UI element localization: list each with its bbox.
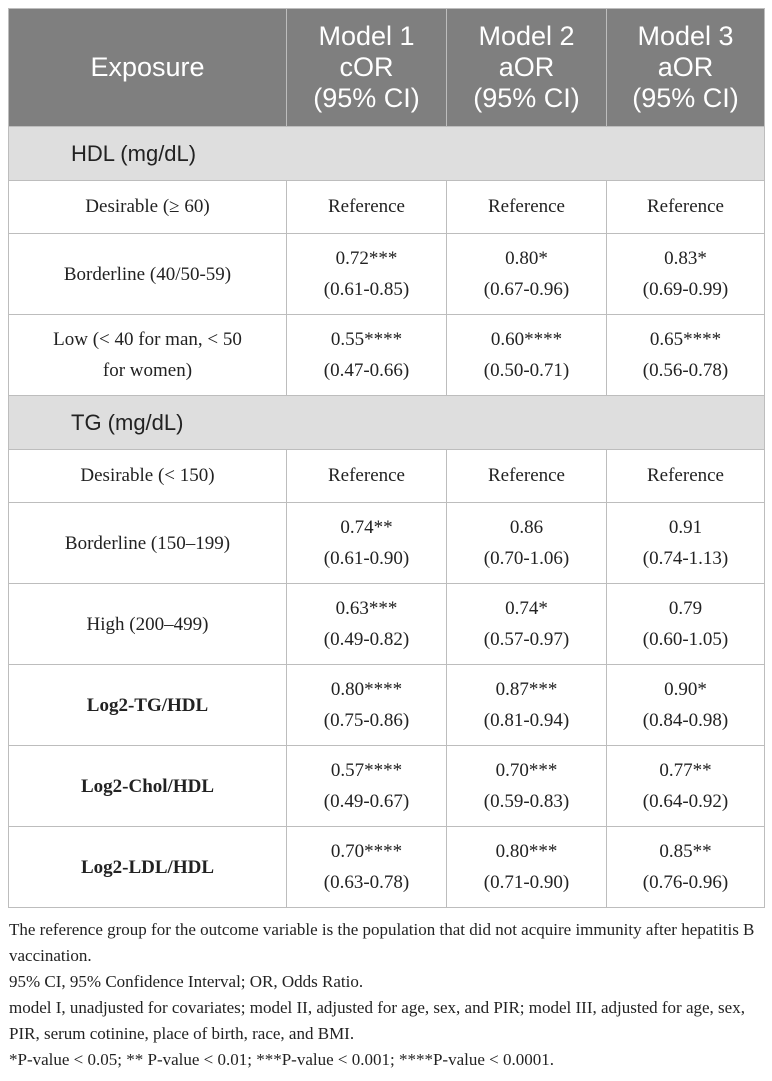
model-3-cell	[607, 315, 765, 396]
odds-ratio: 0.55****	[330, 329, 403, 350]
model-1-cell: Reference	[287, 181, 447, 234]
model-2-cell	[447, 665, 607, 746]
confidence-interval: (0.59-0.83)	[483, 791, 570, 812]
row-label: High (200–499)	[9, 584, 287, 665]
model-3-cell	[607, 665, 765, 746]
model-1-cell	[287, 665, 447, 746]
confidence-interval: (0.61-0.85)	[323, 279, 410, 300]
table-row	[9, 181, 765, 234]
model-2-cell	[447, 234, 607, 315]
confidence-interval: (0.56-0.78)	[642, 360, 729, 381]
model-1-cell	[287, 315, 447, 396]
confidence-interval: (0.84-0.98)	[642, 710, 729, 731]
header-exposure	[9, 9, 287, 127]
odds-ratio: 0.87***	[495, 679, 558, 700]
odds-ratio: 0.80***	[495, 841, 558, 862]
section-hdl	[9, 127, 765, 181]
odds-ratio: 0.85**	[659, 841, 712, 862]
odds-ratio: 0.83*	[664, 248, 707, 269]
header-model-1-line: (95% CI)	[313, 83, 420, 113]
odds-ratio: 0.57****	[330, 760, 403, 781]
model-1-cell	[287, 827, 447, 908]
confidence-interval: (0.75-0.86)	[323, 710, 410, 731]
confidence-interval: (0.61-0.90)	[323, 548, 410, 569]
model-2-cell	[447, 827, 607, 908]
table-row	[9, 450, 765, 503]
odds-ratio: 0.74*	[505, 598, 548, 619]
odds-ratio: 0.70***	[495, 760, 558, 781]
odds-ratio: 0.65****	[649, 329, 722, 350]
model-3-cell: Reference	[607, 181, 765, 234]
model-3-cell	[607, 827, 765, 908]
odds-ratio: 0.79	[668, 598, 703, 619]
section-tg	[9, 396, 765, 450]
model-1-cell	[287, 503, 447, 584]
table-row	[9, 315, 765, 396]
header-model-2-line: aOR	[498, 52, 555, 82]
model-2-cell	[447, 746, 607, 827]
odds-ratio: 0.80*	[505, 248, 548, 269]
row-label	[9, 315, 287, 396]
header-model-3-line: (95% CI)	[632, 83, 739, 113]
table-row	[9, 234, 765, 315]
model-3-cell: Reference	[607, 450, 765, 503]
model-2-cell: Reference	[447, 450, 607, 503]
section-title: TG (mg/dL)	[9, 396, 765, 450]
footnote-models: model I, unadjusted for covariates; model II, adjusted for age, sex, and PIR; model III, adjusted for age, sex, PIR, serum cotinine, place of birth, race, and BMI.	[9, 998, 745, 1043]
confidence-interval: (0.60-1.05)	[642, 629, 729, 650]
confidence-interval: (0.50-0.71)	[483, 360, 570, 381]
row-label: Log2-LDL/HDL	[9, 827, 287, 908]
model-2-cell	[447, 503, 607, 584]
model-3-cell	[607, 746, 765, 827]
odds-ratio: 0.90*	[664, 679, 707, 700]
header-model-3-line: aOR	[657, 52, 714, 82]
confidence-interval: (0.81-0.94)	[483, 710, 570, 731]
odds-ratio: 0.63***	[335, 598, 398, 619]
confidence-interval: (0.76-0.96)	[642, 872, 729, 893]
odds-ratio: 0.77**	[659, 760, 712, 781]
odds-ratio: 0.70****	[330, 841, 403, 862]
model-1-cell	[287, 584, 447, 665]
header-model-3-line: Model 3	[637, 21, 734, 51]
model-3-cell	[607, 584, 765, 665]
confidence-interval: (0.64-0.92)	[642, 791, 729, 812]
confidence-interval: (0.57-0.97)	[483, 629, 570, 650]
table-footnotes	[9, 917, 765, 1073]
table-row	[9, 665, 765, 746]
confidence-interval: (0.47-0.66)	[323, 360, 410, 381]
confidence-interval: (0.67-0.96)	[483, 279, 570, 300]
model-1-cell	[287, 234, 447, 315]
odds-ratio: 0.74**	[340, 517, 393, 538]
odds-ratio: 0.80****	[330, 679, 403, 700]
header-model-1-line: cOR	[339, 52, 394, 82]
row-label: Log2-TG/HDL	[9, 665, 287, 746]
footnote-reference-group: The reference group for the outcome variable is the population that did not acquire immunity after hepatitis B vaccination.	[9, 920, 755, 965]
odds-ratio-table	[8, 8, 765, 908]
row-label: Borderline (150–199)	[9, 503, 287, 584]
row-label: Desirable (≥ 60)	[9, 181, 287, 234]
odds-ratio: 0.60****	[490, 329, 563, 350]
odds-ratio: 0.91	[668, 517, 703, 538]
header-row	[9, 9, 765, 127]
header-model-2	[447, 9, 607, 127]
confidence-interval: (0.71-0.90)	[483, 872, 570, 893]
confidence-interval: (0.63-0.78)	[323, 872, 410, 893]
table-row	[9, 827, 765, 908]
section-title: HDL (mg/dL)	[9, 127, 765, 181]
table-row	[9, 503, 765, 584]
model-2-cell	[447, 584, 607, 665]
confidence-interval: (0.49-0.82)	[323, 629, 410, 650]
model-3-cell	[607, 503, 765, 584]
header-model-3	[607, 9, 765, 127]
header-exposure-text: Exposure	[90, 52, 205, 82]
row-label: Borderline (40/50-59)	[9, 234, 287, 315]
row-label: Log2-Chol/HDL	[9, 746, 287, 827]
row-label-line: for women)	[102, 360, 193, 381]
footnote-significance: *P-value < 0.05; ** P-value < 0.01; ***P-value < 0.001; ****P-value < 0.0001.	[9, 1050, 554, 1069]
header-model-2-line: (95% CI)	[473, 83, 580, 113]
table-row	[9, 746, 765, 827]
row-label-line: Low (< 40 for man, < 50	[53, 329, 242, 350]
model-1-cell	[287, 746, 447, 827]
odds-ratio: 0.86	[509, 517, 544, 538]
model-3-cell	[607, 234, 765, 315]
model-2-cell: Reference	[447, 181, 607, 234]
footnote-abbreviations: 95% CI, 95% Confidence Interval; OR, Odds Ratio.	[9, 972, 364, 991]
confidence-interval: (0.74-1.13)	[642, 548, 729, 569]
model-2-cell	[447, 315, 607, 396]
row-label: Desirable (< 150)	[9, 450, 287, 503]
header-model-1-line: Model 1	[318, 21, 415, 51]
header-model-2-line: Model 2	[478, 21, 575, 51]
confidence-interval: (0.70-1.06)	[483, 548, 570, 569]
table-row	[9, 584, 765, 665]
model-1-cell: Reference	[287, 450, 447, 503]
confidence-interval: (0.49-0.67)	[323, 791, 410, 812]
confidence-interval: (0.69-0.99)	[642, 279, 729, 300]
odds-ratio: 0.72***	[335, 248, 398, 269]
header-model-1	[287, 9, 447, 127]
